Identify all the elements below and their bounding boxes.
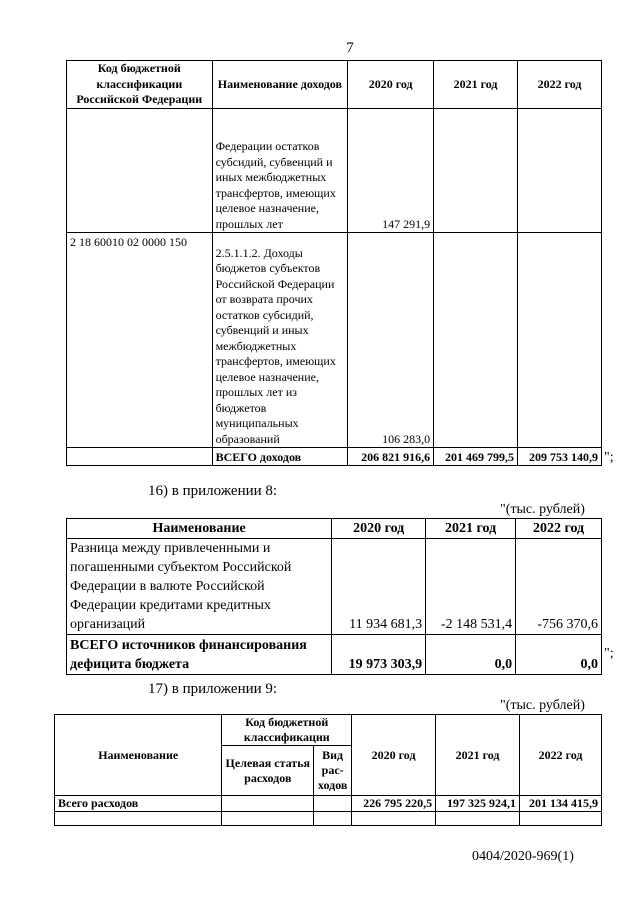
total-label: ВСЕГО доходов xyxy=(212,448,348,466)
section16-units: "(тыс. рублей) xyxy=(500,502,585,517)
header-2020: 2020 год xyxy=(352,715,436,796)
footer-code: 0404/2020-969(1) xyxy=(472,849,574,864)
section17-units: "(тыс. рублей) xyxy=(500,698,585,713)
header-kind: Вид рас-ходов xyxy=(314,746,352,796)
header-code: Код бюджетной классификации Российской Федерации xyxy=(67,61,213,109)
row-2022 xyxy=(518,233,602,448)
total-label: Всего расходов xyxy=(55,796,222,812)
table-row xyxy=(67,109,602,233)
header-2022: 2022 год xyxy=(516,519,602,539)
total-2021: 0,0 xyxy=(426,635,516,675)
row-name: 2.5.1.1.2. Доходы бюджетов субъектов Российской Федерации от возврата прочих остатков субсидий, субвенций и иных межбюджетных трансфертов, имеющих целевое назначение, прошлых лет из бюджетов муниципальных образований xyxy=(212,233,348,448)
total-2021: 201 469 799,5 xyxy=(434,448,518,466)
header-2021: 2021 год xyxy=(426,519,516,539)
section17-title: 17) в приложении 9: xyxy=(148,681,278,697)
total-2022: 201 134 415,9 xyxy=(520,796,602,812)
header-name: Наименование доходов xyxy=(212,61,348,109)
total-2020: 19 973 303,9 xyxy=(332,635,426,675)
row-name: Федерации остатков субсидий, субвенций и иных межбюджетных трансфертов, имеющих целевое назначение, прошлых лет xyxy=(212,109,348,233)
header-name: Наименование xyxy=(67,519,332,539)
header-2021: 2021 год xyxy=(436,715,520,796)
row-2021: -2 148 531,4 xyxy=(426,539,516,635)
row-2020: 147 291,9 xyxy=(348,109,434,233)
total-label: ВСЕГО источников финансирования дефицита бюджета xyxy=(67,635,332,675)
row-2021 xyxy=(434,233,518,448)
row-name: Разница между привлеченными и погашенными субъектом Российской Федерации в валюте Российской Федерации кредитами кредитных организаций xyxy=(67,539,332,635)
row-2021 xyxy=(434,109,518,233)
row-2020: 11 934 681,3 xyxy=(332,539,426,635)
table-header xyxy=(55,715,602,746)
total-row xyxy=(67,635,602,675)
table1-closing: "; xyxy=(604,450,614,465)
total-2020: 226 795 220,5 xyxy=(352,796,436,812)
table-header xyxy=(67,61,602,109)
section16-closing: "; xyxy=(604,646,614,661)
header-2022: 2022 год xyxy=(520,715,602,796)
table-row xyxy=(55,812,602,826)
page-number: 7 xyxy=(346,40,354,56)
row-2022 xyxy=(518,109,602,233)
table-header xyxy=(67,519,602,539)
total-2022: 0,0 xyxy=(516,635,602,675)
header-name: Наименование xyxy=(55,715,222,796)
header-2020: 2020 год xyxy=(332,519,426,539)
header-2020: 2020 год xyxy=(348,61,434,109)
row-2022: -756 370,6 xyxy=(516,539,602,635)
income-table xyxy=(66,60,602,466)
header-target: Целевая статья расходов xyxy=(222,746,314,796)
total-row xyxy=(67,448,602,466)
section16-title: 16) в приложении 8: xyxy=(148,483,278,499)
row-code xyxy=(67,109,213,233)
header-2021: 2021 год xyxy=(434,61,518,109)
total-2021: 197 325 924,1 xyxy=(436,796,520,812)
header-2022: 2022 год xyxy=(518,61,602,109)
total-row xyxy=(55,796,602,812)
sources-table xyxy=(66,518,602,675)
row-code: 2 18 60010 02 0000 150 xyxy=(67,233,213,448)
expenses-table xyxy=(54,714,602,826)
row-2020: 106 283,0 xyxy=(348,233,434,448)
total-2020: 206 821 916,6 xyxy=(348,448,434,466)
total-2022: 209 753 140,9 xyxy=(518,448,602,466)
table-row xyxy=(67,233,602,448)
table-row xyxy=(67,539,602,635)
header-code-group: Код бюджетной классификации xyxy=(222,715,352,746)
